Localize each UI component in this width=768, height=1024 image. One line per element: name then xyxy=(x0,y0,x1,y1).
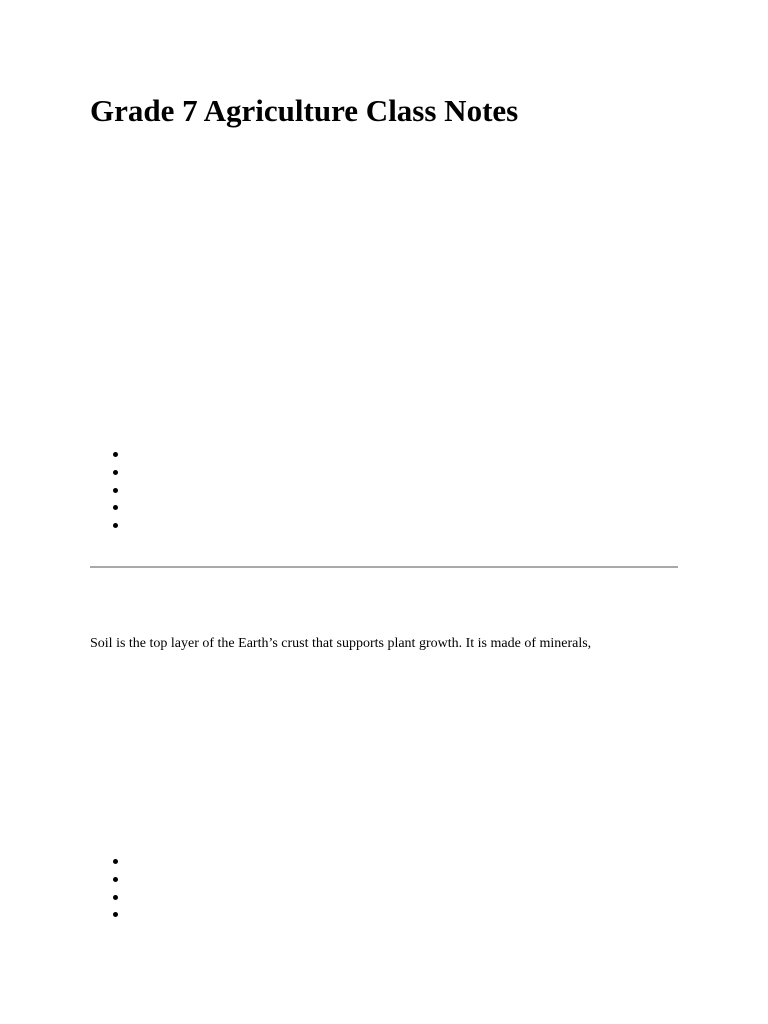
page-title: Grade 7 Agriculture Class Notes xyxy=(90,93,519,128)
bullet-list-1 xyxy=(110,448,310,537)
list-item xyxy=(110,908,310,926)
list-item xyxy=(110,448,310,466)
list-item xyxy=(110,891,310,909)
list-item xyxy=(110,501,310,519)
list-item xyxy=(110,519,310,537)
horizontal-divider xyxy=(90,566,678,568)
bullet-list-2 xyxy=(110,855,310,926)
list-item xyxy=(110,466,310,484)
list-item xyxy=(110,855,310,873)
list-item xyxy=(110,484,310,502)
list-item xyxy=(110,873,310,891)
soil-paragraph: Soil is the top layer of the Earth’s crust that supports plant growth. It is made of minerals, xyxy=(90,636,592,651)
